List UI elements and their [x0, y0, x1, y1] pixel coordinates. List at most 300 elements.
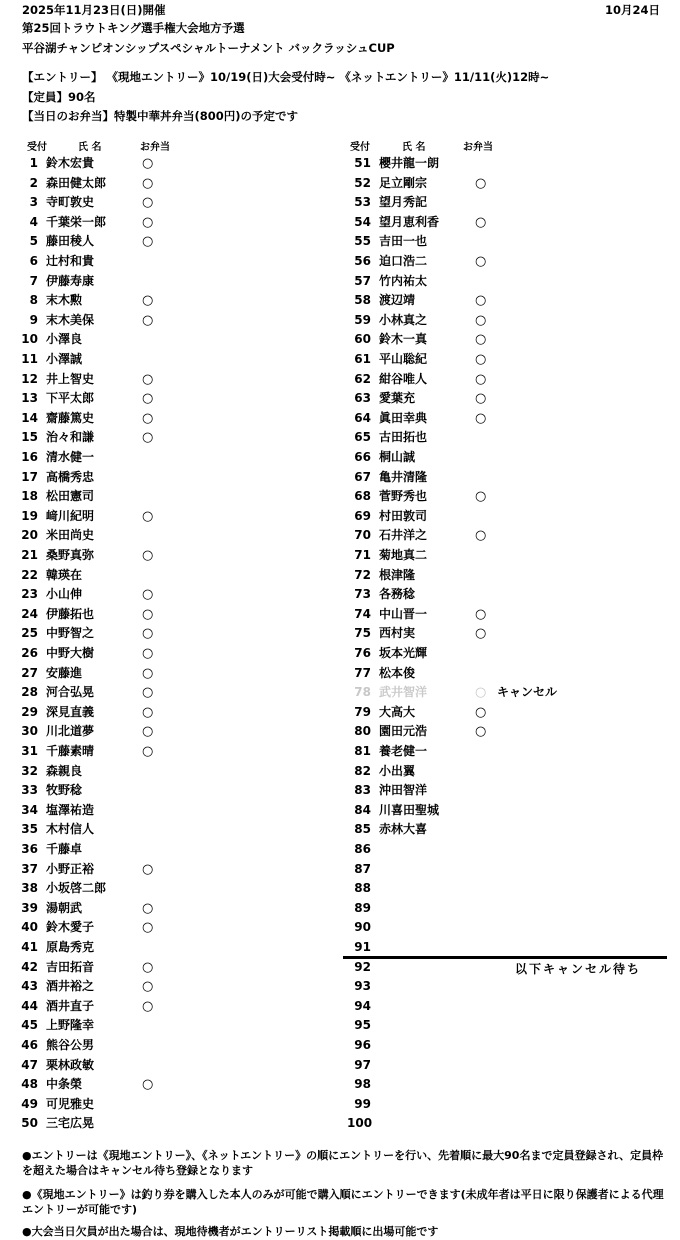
table-row	[14, 879, 334, 899]
entry-name: 治々和謙	[46, 430, 95, 445]
bento-mark: ○	[475, 175, 487, 191]
bento-mark: ○	[142, 959, 154, 975]
table-row	[14, 703, 334, 723]
entry-name: 小澤良	[46, 332, 83, 347]
entry-number: 34	[21, 802, 38, 817]
entry-name: 足立剛宗	[379, 175, 428, 190]
entry-name: 眞田幸典	[379, 410, 428, 425]
entry-number: 89	[354, 900, 371, 915]
table-row	[347, 644, 667, 664]
event-date: 2025年11月23日(日)開催	[22, 3, 166, 17]
entry-number: 23	[21, 587, 38, 602]
entry-name: 牧野稔	[46, 783, 83, 798]
entry-number: 43	[21, 979, 38, 994]
entry-number: 21	[21, 548, 38, 562]
event-subtitle: 平谷湖チャンピオンシップスペシャルトーナメント バックラッシュCUP	[22, 41, 395, 55]
entry-name: 安藤進	[46, 665, 83, 680]
bento-mark: ○	[142, 371, 154, 387]
entry-number: 66	[354, 450, 371, 464]
table-row	[347, 389, 667, 409]
table-row	[14, 370, 334, 390]
entry-number: 77	[354, 665, 371, 680]
entry-name: 栗林政敏	[46, 1057, 95, 1072]
entry-name: 小澤誠	[46, 352, 83, 366]
bento-mark: ○	[475, 293, 487, 309]
table-row	[347, 879, 667, 899]
bento-mark: ○	[142, 900, 154, 916]
entry-name: 伊藤拓也	[46, 606, 95, 621]
table-row	[347, 174, 667, 194]
table-row	[347, 585, 667, 605]
table-row	[347, 232, 667, 252]
entry-number: 86	[354, 842, 371, 856]
entry-name: 大高大	[379, 704, 416, 719]
table-row	[347, 840, 667, 860]
table-row	[347, 899, 667, 919]
bento-mark: ○	[475, 254, 487, 269]
entry-number: 55	[354, 234, 371, 249]
table-row	[14, 801, 334, 821]
entry-number: 9	[29, 312, 38, 327]
note-absence: ●大会当日欠員が出た場合は、現地待機者がエントリーリスト掲載順に出場可能です	[22, 1225, 439, 1238]
table-row	[347, 546, 667, 566]
entry-number: 85	[354, 822, 371, 837]
entry-name: 平山聡紀	[379, 352, 428, 366]
table-row	[347, 291, 667, 311]
bento-mark: ○	[475, 391, 487, 407]
bento-mark: ○	[475, 528, 487, 544]
entry-number: 5	[29, 234, 38, 249]
col-no: 受付	[350, 142, 370, 153]
table-row	[347, 154, 667, 174]
table-row	[14, 840, 334, 860]
entry-name: 沖田智洋	[379, 783, 428, 798]
entry-number: 59	[354, 312, 371, 327]
table-row	[347, 605, 667, 625]
table-row	[14, 762, 334, 782]
table-row	[14, 781, 334, 801]
bento-mark: ○	[142, 234, 154, 250]
entry-number: 82	[354, 763, 371, 778]
entry-name: 﨑川紀明	[46, 508, 95, 523]
bento-mark: ○	[142, 724, 154, 740]
entry-number: 88	[354, 881, 371, 896]
table-row	[14, 1095, 334, 1115]
bento-mark: ○	[142, 195, 154, 211]
table-row	[347, 781, 667, 801]
entry-number: 57	[354, 273, 371, 288]
entry-number: 39	[21, 900, 38, 915]
entry-name: 愛葉充	[379, 391, 416, 406]
entry-name: 辻村和貴	[46, 254, 95, 268]
table-row	[347, 213, 667, 233]
entry-number: 24	[21, 606, 38, 621]
entry-name: 下平太郎	[46, 391, 95, 406]
entry-number: 93	[354, 979, 371, 994]
entry-number: 27	[21, 665, 38, 680]
table-row	[14, 997, 334, 1017]
table-row	[347, 624, 667, 644]
bento-mark: ○	[142, 410, 154, 426]
entry-number: 12	[21, 371, 38, 386]
bento-mark: ○	[142, 665, 154, 681]
entry-name: 中条榮	[46, 1077, 83, 1092]
bento-mark: ○	[142, 920, 154, 936]
entry-number: 99	[354, 1096, 371, 1111]
entry-number: 14	[21, 410, 38, 425]
entry-name: 原島秀克	[46, 940, 95, 954]
entry-number: 72	[354, 567, 371, 582]
entry-name: 酒井直子	[46, 998, 95, 1013]
entry-number: 1	[29, 156, 38, 170]
table-row	[14, 918, 334, 938]
table-row	[347, 409, 667, 429]
entry-number: 65	[354, 430, 371, 445]
bento-mark: ○	[475, 685, 487, 701]
entry-number: 71	[354, 548, 371, 562]
entry-number: 62	[354, 371, 371, 386]
table-row	[347, 330, 667, 350]
entry-number: 35	[21, 822, 38, 837]
entry-name: 高橋秀忠	[46, 469, 95, 484]
entry-name: 渡辺靖	[379, 293, 416, 308]
table-row	[14, 507, 334, 527]
entry-name: 熊谷公男	[46, 1038, 95, 1052]
table-row	[14, 1036, 334, 1056]
entry-number: 31	[21, 744, 38, 758]
table-row	[347, 742, 667, 762]
entry-number: 83	[354, 783, 371, 798]
entry-number: 98	[354, 1077, 371, 1092]
table-row	[347, 1016, 667, 1036]
table-row	[347, 1095, 667, 1115]
table-row	[14, 232, 334, 252]
entry-number: 47	[21, 1057, 38, 1072]
bento-mark: ○	[142, 175, 154, 191]
entry-name: 根津隆	[379, 567, 416, 582]
entry-number: 96	[354, 1038, 371, 1052]
table-row	[14, 1114, 334, 1134]
entry-name: 末木美保	[46, 312, 95, 327]
table-row	[347, 938, 667, 958]
table-row	[14, 1016, 334, 1036]
entry-name: 寺町敦史	[46, 195, 95, 210]
entry-name: 齋藤篤史	[46, 410, 95, 425]
entry-info: 【エントリー】 《現地エントリー》10/19(日)大会受付時~ 《ネットエントリー》11/11(火)12時~	[22, 70, 550, 84]
table-row	[347, 468, 667, 488]
entry-name: 河合弘晃	[46, 685, 95, 700]
table-row	[347, 1056, 667, 1076]
entry-number: 25	[21, 626, 38, 641]
entry-name: 深見直義	[46, 704, 95, 719]
entry-number: 70	[354, 528, 371, 543]
entry-name: 三宅広晃	[46, 1116, 95, 1131]
table-row	[347, 526, 667, 546]
table-row	[347, 820, 667, 840]
entry-name: 紺谷唯人	[379, 371, 428, 386]
entry-name: 養老健一	[379, 744, 428, 758]
entry-name: 千藤卓	[46, 842, 83, 856]
entry-number: 41	[21, 940, 38, 954]
entry-number: 7	[29, 273, 38, 288]
table-row	[14, 1056, 334, 1076]
table-row	[14, 938, 334, 958]
entry-number: 100	[347, 1116, 373, 1131]
entry-name: 松本俊	[379, 665, 416, 680]
col-name: 氏 名	[78, 142, 102, 153]
entry-number: 53	[354, 195, 371, 210]
table-row	[347, 722, 667, 742]
table-row	[347, 977, 667, 997]
entry-name: 桑野真弥	[46, 548, 95, 562]
entry-name: 伊藤寿康	[46, 273, 95, 288]
table-row	[14, 958, 334, 978]
entry-number: 44	[21, 998, 38, 1013]
entry-number: 36	[21, 842, 38, 856]
table-row	[14, 468, 334, 488]
entry-number: 50	[21, 1116, 38, 1131]
table-row	[14, 350, 334, 370]
entry-name: 木村信人	[46, 822, 95, 837]
entry-number: 80	[354, 724, 371, 739]
bento-mark: ○	[475, 724, 487, 740]
table-row	[14, 644, 334, 664]
entry-number: 78	[354, 685, 371, 700]
entry-number: 38	[21, 881, 38, 896]
bento-mark: ○	[475, 371, 487, 387]
table-row	[347, 428, 667, 448]
entry-name: 吉田拓音	[46, 959, 95, 974]
entry-name: 桐山誠	[379, 450, 416, 464]
table-row	[14, 526, 334, 546]
table-row	[14, 742, 334, 762]
entry-number: 73	[354, 587, 371, 602]
entry-name: 鈴木宏貴	[46, 156, 95, 170]
entry-number: 42	[21, 959, 38, 974]
event-title: 第25回トラウトキング選手権大会地方予選	[22, 21, 245, 35]
table-row	[14, 605, 334, 625]
col-no: 受付	[27, 142, 47, 153]
bento-mark: ○	[142, 587, 154, 603]
entry-name: 千葉栄一郎	[46, 214, 107, 229]
entry-number: 56	[354, 254, 371, 268]
entry-number: 30	[21, 724, 38, 739]
entry-name: 石井洋之	[379, 528, 428, 543]
entry-name: 西村実	[379, 626, 416, 641]
entry-number: 61	[354, 352, 371, 366]
entry-number: 19	[21, 508, 38, 523]
entry-name: 中野智之	[46, 626, 95, 641]
entry-name: 川喜田聖城	[379, 802, 440, 817]
table-row	[14, 213, 334, 233]
entry-name: 吉田一也	[379, 234, 428, 249]
bento-mark: ○	[475, 410, 487, 426]
table-row	[347, 487, 667, 507]
table-row	[347, 507, 667, 527]
entry-number: 58	[354, 293, 371, 308]
bento-mark: ○	[475, 489, 487, 505]
entry-name: 小出翼	[379, 763, 416, 778]
entry-number: 52	[354, 175, 371, 190]
table-row	[347, 918, 667, 938]
bento-mark: ○	[142, 391, 154, 407]
entry-number: 69	[354, 508, 371, 523]
bento-mark: ○	[142, 685, 154, 701]
entry-number: 51	[354, 156, 371, 170]
bento-mark: ○	[142, 646, 154, 661]
entry-number: 81	[354, 744, 371, 758]
bento-mark: ○	[142, 998, 154, 1014]
table-row	[14, 428, 334, 448]
col-name: 氏 名	[402, 142, 426, 153]
table-row	[14, 174, 334, 194]
bento-mark: ○	[142, 156, 154, 171]
table-row	[14, 448, 334, 468]
entry-name: 小野正裕	[46, 861, 95, 876]
entry-name: 米田尚史	[46, 528, 95, 543]
entry-name: 中山晋一	[379, 606, 428, 621]
entry-name: 松田憲司	[46, 489, 95, 504]
entry-number: 74	[354, 606, 371, 621]
table-row	[347, 311, 667, 331]
entry-name: 小林真之	[379, 312, 428, 327]
table-row	[14, 860, 334, 880]
entry-name: 竹内祐太	[379, 273, 428, 288]
table-row	[347, 350, 667, 370]
entry-number: 3	[29, 195, 38, 210]
entry-number: 26	[21, 646, 38, 660]
entry-number: 16	[21, 450, 38, 464]
table-row	[14, 311, 334, 331]
entry-number: 45	[21, 1018, 38, 1033]
bento-mark: ○	[475, 352, 487, 367]
entry-name: 小山伸	[46, 587, 83, 602]
entry-name: 櫻井龍一朗	[379, 156, 440, 170]
entry-number: 13	[21, 391, 38, 406]
table-row	[347, 193, 667, 213]
entry-name: 菅野秀也	[379, 489, 428, 504]
entry-number: 22	[21, 567, 38, 582]
bento-mark: ○	[142, 214, 154, 230]
entry-name: 川北道夢	[46, 724, 95, 739]
table-row	[347, 1075, 667, 1095]
table-row	[14, 1075, 334, 1095]
bento-mark: ○	[142, 704, 154, 720]
entry-name: 鈴木愛子	[46, 920, 95, 935]
table-row	[347, 683, 667, 703]
entry-name: 園田元浩	[379, 724, 428, 739]
entry-name: 可児雅史	[46, 1096, 95, 1111]
table-row	[14, 389, 334, 409]
table-row	[347, 762, 667, 782]
entry-name: 迫口浩二	[379, 254, 428, 268]
entry-number: 54	[354, 214, 371, 229]
table-row	[14, 566, 334, 586]
table-row	[14, 977, 334, 997]
entry-name: 井上智史	[46, 371, 95, 386]
bento-mark: ○	[475, 704, 487, 720]
bento-mark: ○	[142, 548, 154, 563]
entry-number: 75	[354, 626, 371, 641]
table-row	[14, 409, 334, 429]
bento-mark: ○	[142, 312, 154, 328]
table-row	[14, 820, 334, 840]
table-row	[347, 1114, 667, 1134]
entry-name: 武井智洋	[379, 685, 428, 700]
cancel-note: キャンセル	[497, 685, 558, 700]
col-bento: お弁当	[463, 142, 493, 153]
bento-mark: ○	[142, 293, 154, 309]
entry-name: 村田敦司	[379, 508, 428, 523]
entry-name: 清水健一	[46, 450, 95, 464]
waitlist-divider	[343, 956, 667, 959]
entry-number: 76	[354, 646, 371, 660]
entry-number: 40	[21, 920, 38, 935]
col-bento: お弁当	[140, 142, 170, 153]
entry-number: 64	[354, 410, 371, 425]
bento-mark: ○	[142, 626, 154, 642]
table-row	[14, 585, 334, 605]
table-row	[14, 899, 334, 919]
entry-name: 望月恵利香	[379, 214, 440, 229]
note-onsite-entry: ●《現地エントリー》は釣り券を購入した本人のみが可能で購入順にエントリーできます(未成年者は平日に限り保護者による代理エントリーが可能です)	[22, 1188, 664, 1216]
table-row	[347, 370, 667, 390]
table-row	[14, 272, 334, 292]
table-row	[347, 801, 667, 821]
note-entry-order: ●エントリーは《現地エントリー》、《ネットエントリー》の順にエントリーを行い、先着順に最大90名まで定員登録され、定員枠を超えた場合はキャンセル待ち登録となります	[22, 1149, 664, 1177]
entry-number: 90	[354, 920, 371, 935]
entry-name: 鈴木一真	[379, 332, 428, 347]
entry-number: 4	[29, 214, 38, 229]
entry-name: 望月秀記	[379, 195, 428, 210]
entry-name: 上野隆幸	[46, 1018, 95, 1033]
table-row	[14, 546, 334, 566]
entry-name: 坂本光輝	[379, 646, 428, 660]
bento-mark: ○	[142, 430, 154, 446]
table-row	[14, 722, 334, 742]
entry-number: 67	[354, 469, 371, 484]
update-date: 10月24日	[605, 3, 661, 17]
entry-number: 2	[29, 175, 38, 190]
table-row	[347, 448, 667, 468]
entry-number: 87	[354, 861, 371, 876]
entry-number: 33	[21, 783, 38, 798]
bento-mark: ○	[142, 606, 154, 622]
table-row	[347, 1036, 667, 1056]
entry-number: 49	[21, 1096, 38, 1111]
entry-number: 91	[354, 940, 371, 954]
bento-mark: ○	[142, 744, 154, 759]
bento-mark: ○	[475, 626, 487, 642]
entry-name: 酒井裕之	[46, 979, 95, 994]
entry-number: 94	[354, 998, 371, 1013]
table-row	[14, 193, 334, 213]
table-row	[14, 487, 334, 507]
entry-number: 95	[354, 1018, 371, 1033]
capacity-info: 【定員】90名	[22, 90, 96, 104]
bento-mark: ○	[475, 606, 487, 622]
table-row	[347, 664, 667, 684]
entry-name: 森親良	[46, 763, 83, 778]
entry-number: 18	[21, 489, 38, 504]
entry-name: 赤林大喜	[379, 822, 428, 837]
entry-name: 韓瑛在	[46, 567, 83, 582]
entry-name: 末木勲	[46, 293, 83, 308]
entry-name: 中野大樹	[46, 646, 95, 660]
table-row	[14, 624, 334, 644]
entry-number: 10	[21, 332, 38, 347]
entry-name: 各務稔	[379, 587, 416, 602]
